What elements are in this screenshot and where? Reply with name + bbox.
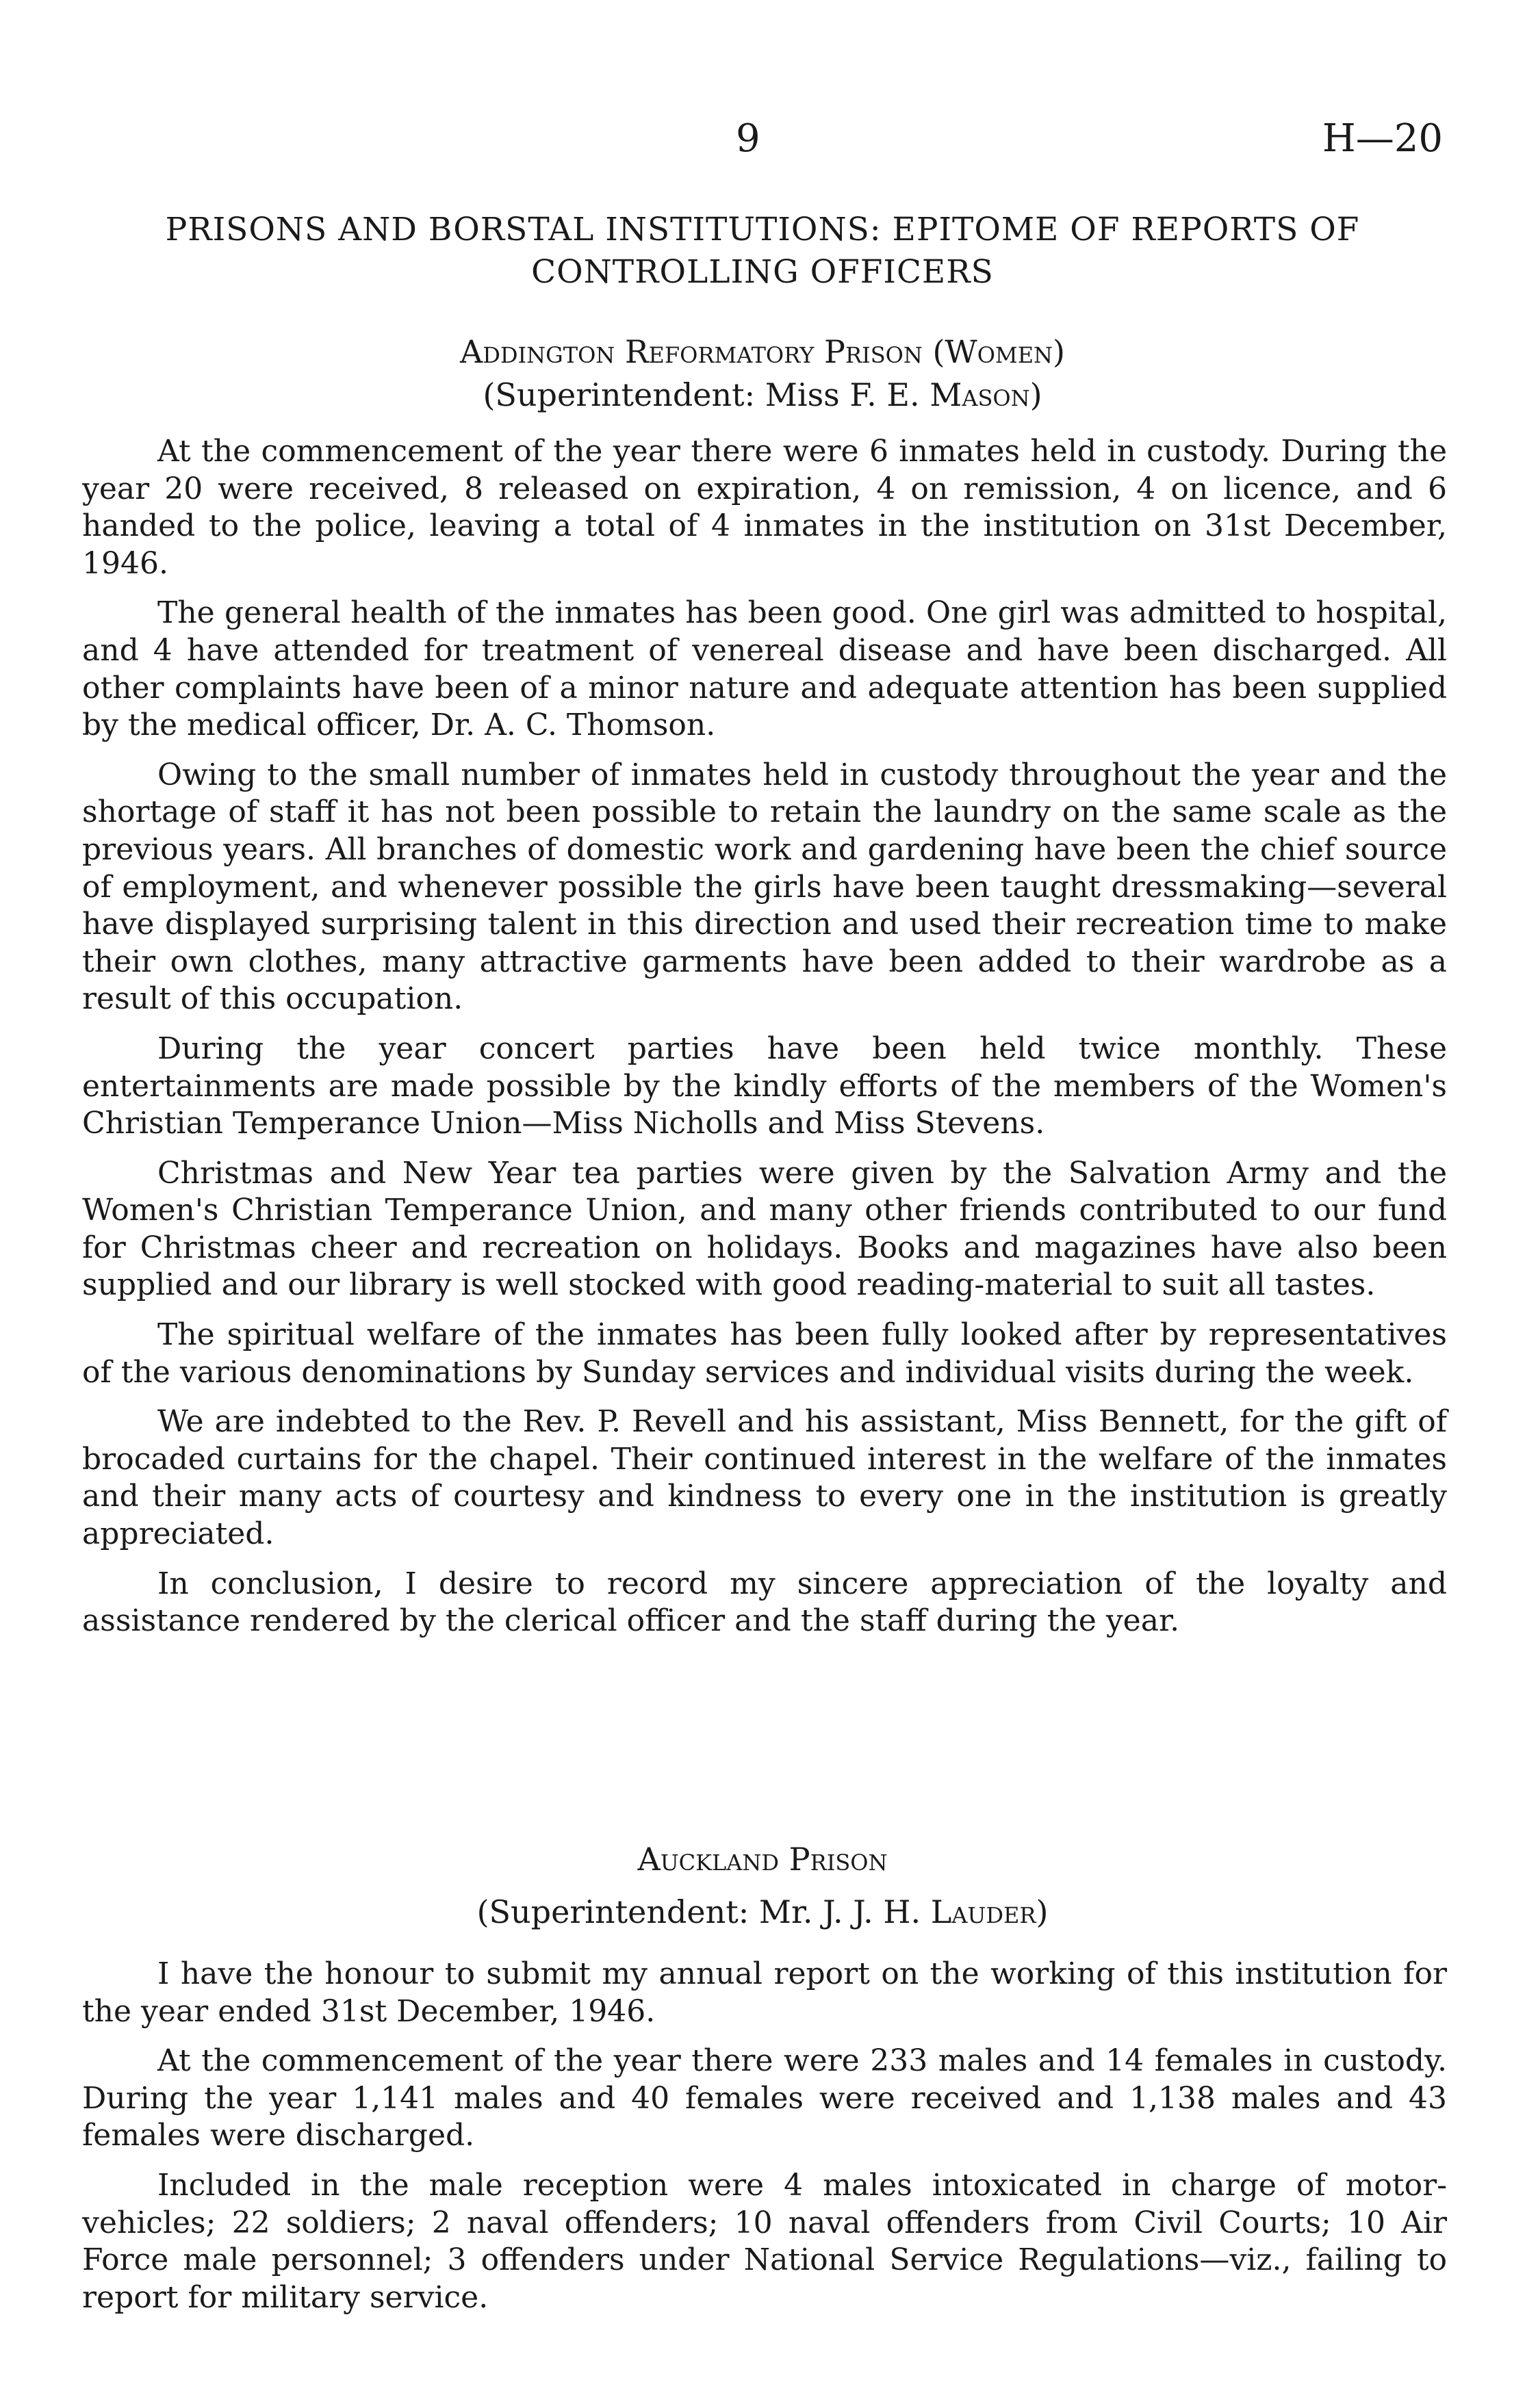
paragraph: Owing to the small number of inmates held in custody throughout the year and the shortage of staff it has not been possible to retain the laundry on the same scale as the previous years. All branches of domestic work and gardening have been the chief source of employment, and whenever possible the girls have been taught dressmaking—several have displayed surprising talent in this direction and used their recreation time to make their own clothes, many attractive garments have been added to their wardrobe as a result of this occupation. — [82, 757, 1447, 1017]
superintendent-line-addington — [103, 375, 1422, 415]
superintendent-line-auckland — [103, 1892, 1422, 1932]
superintendent-name: Lauder — [930, 1893, 1036, 1930]
section-heading-addington: Addington Reformatory Prison (Women) — [459, 333, 1066, 370]
paragraph: Christmas and New Year tea parties were given by the Salvation Army and the Women's Christian Temperance Union, and many other friends contributed to our fund for Christmas cheer and recreation on holidays. Books and magazines have also been supplied and our library is well stocked with good reading-material to suit all tastes. — [82, 1155, 1447, 1303]
paragraph: Included in the male reception were 4 males intoxicated in charge of motor-vehicles; 22 soldiers; 2 naval offenders; 10 naval offenders from Civil Courts; 10 Air Force male personnel; 3 offenders under National Service Regulations—viz., failing to report for military service. — [82, 2167, 1447, 2315]
paragraph: The spiritual welfare of the inmates has been fully looked after by representatives of the various denominations by Sunday services and individual visits during the week. — [82, 1317, 1447, 1390]
superintendent-name: Mason — [930, 376, 1030, 413]
section-body-auckland — [82, 1956, 1447, 2329]
section-heading-auckland: Auckland Prison — [637, 1841, 888, 1878]
paragraph: We are indebted to the Rev. P. Revell and his assistant, Miss Bennett, for the gift of brocaded curtains for the chapel. Their continued interest in the welfare of the inmates and their many acts of courtesy and kindness to every one in the institution is greatly appreciated. — [82, 1404, 1447, 1552]
superintendent-prefix: (Superintendent: Mr. J. J. H. — [476, 1893, 931, 1930]
page-title: PRISONS AND BORSTAL INSTITUTIONS: EPITOME OF REPORTS OF CONTROLLING OFFICERS — [165, 211, 1360, 291]
paragraph: At the commencement of the year there were 6 inmates held in custody. During the year 20 were received, 8 released on expiration, 4 on remission, 4 on licence, and 6 handed to the police, leaving a total of 4 inmates in the institution on 31st December, 1946. — [82, 434, 1447, 581]
superintendent-suffix: ) — [1029, 376, 1042, 413]
paragraph: In conclusion, I desire to record my sincere appreciation of the loyalty and assistance rendered by the clerical officer and the staff during the year. — [82, 1566, 1447, 1639]
document-code: H—20 — [1322, 116, 1443, 161]
superintendent-prefix: (Superintendent: Miss F. E. — [483, 376, 930, 413]
paragraph: I have the honour to submit my annual report on the working of this institution for the year ended 31st December, 1946. — [82, 1956, 1447, 2029]
paragraph: The general health of the inmates has been good. One girl was admitted to hospital, and 4 have attended for treatment of venereal disease and have been discharged. All other complaints have been of a minor nature and adequate attention has been supplied by the medical officer, Dr. A. C. Thomson. — [82, 595, 1447, 743]
section-body-addington — [82, 433, 1447, 1653]
paragraph: At the commencement of the year there were 233 males and 14 females in custody. During the year 1,141 males and 40 females were received and 1,138 males and 43 females were discharged. — [82, 2043, 1447, 2153]
page-number: 9 — [736, 116, 760, 161]
page-header — [0, 116, 1525, 171]
superintendent-suffix: ) — [1036, 1893, 1049, 1930]
paragraph: During the year concert parties have been held twice monthly. These entertainments are made possible by the kindly efforts of the members of the Women's Christian Temperance Union—Miss Nicholls and Miss Stevens. — [82, 1031, 1447, 1141]
